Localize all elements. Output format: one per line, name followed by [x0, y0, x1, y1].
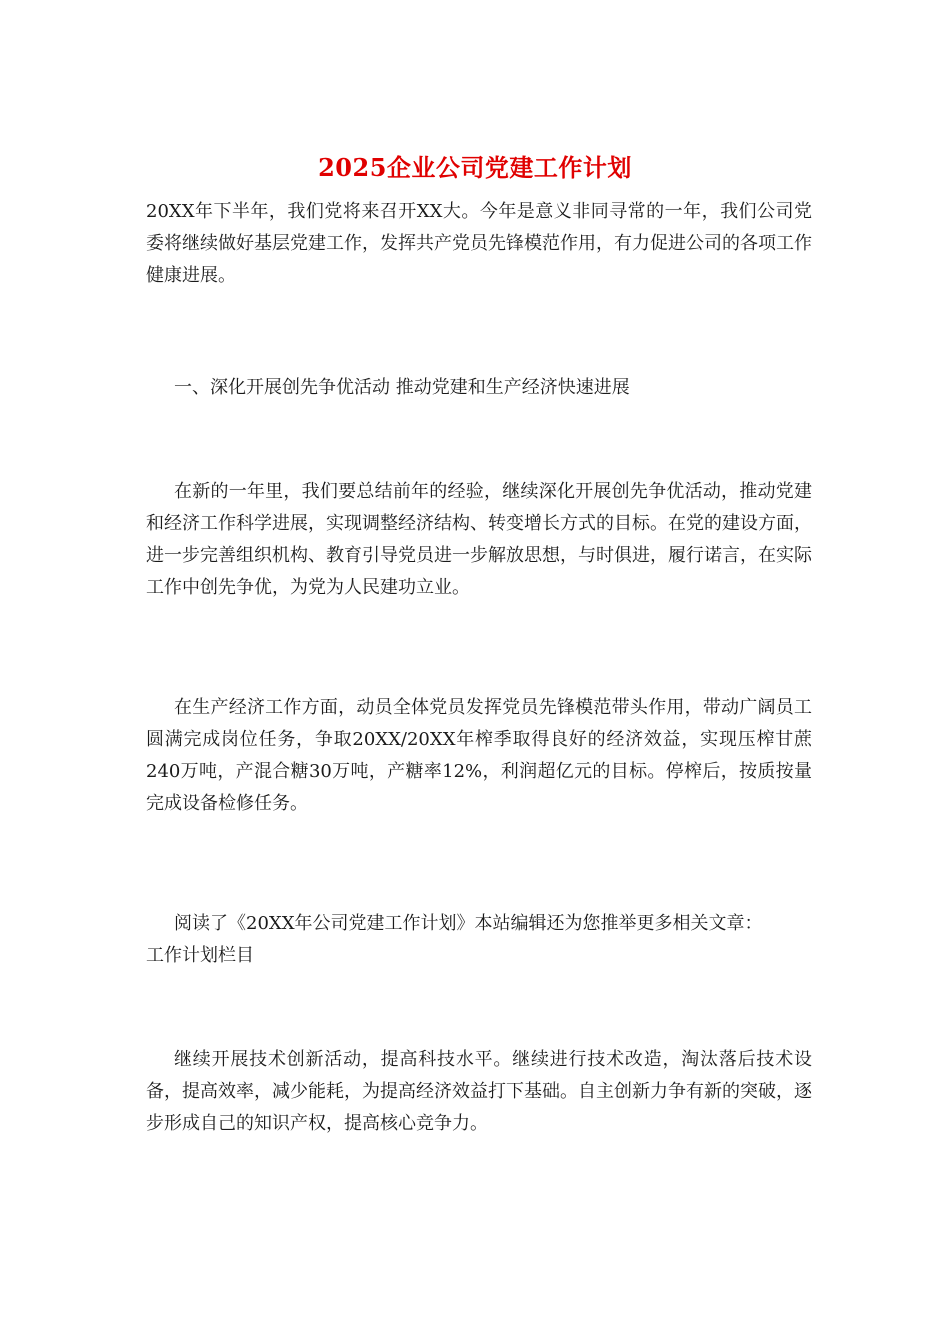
document-title: 2025企业公司党建工作计划	[318, 153, 632, 182]
body-paragraph-production: 在生产经济工作方面，动员全体党员发挥党员先锋模范带头作用，带动广阔员工圆满完成岗位任务，争取20XX/20XX年榨季取得良好的经济效益，实现压榨甘蔗240万吨，产混合糖30万吨，产糖率12%，利润超亿元的目标。停榨后，按质按量完成设备检修任务。	[146, 697, 812, 814]
section-heading: 一、深化开展创先争优活动 推动党建和生产经济快速进展	[174, 377, 630, 398]
recommend-text: 阅读了《20XX年公司党建工作计划》本站编辑还为您推举更多相关文章：	[174, 913, 763, 934]
body-paragraph-party-building: 在新的一年里，我们要总结前年的经验，继续深化开展创先争优活动，推动党建和经济工作科学进展，实现调整经济结构、转变增长方式的目标。在党的建设方面，进一步完善组织机构、教育引导党员进一步解放思想，与时俱进，履行诺言，在实际工作中创先争优，为党为人民建功立业。	[146, 481, 812, 598]
body-paragraph-innovation: 继续开展技术创新活动，提高科技水平。继续进行技术改造，淘汰落后技术设备，提高效率，减少能耗，为提高经济效益打下基础。自主创新力争有新的突破，逐步形成自己的知识产权，提高核心竞争力。	[146, 1049, 812, 1134]
intro-paragraph: 20XX年下半年，我们党将来召开XX大。今年是意义非同寻常的一年，我们公司党委将继续做好基层党建工作，发挥共产党员先锋模范作用，有力促进公司的各项工作健康进展。	[146, 201, 812, 286]
recommend-link[interactable]: 工作计划栏目	[146, 945, 254, 966]
